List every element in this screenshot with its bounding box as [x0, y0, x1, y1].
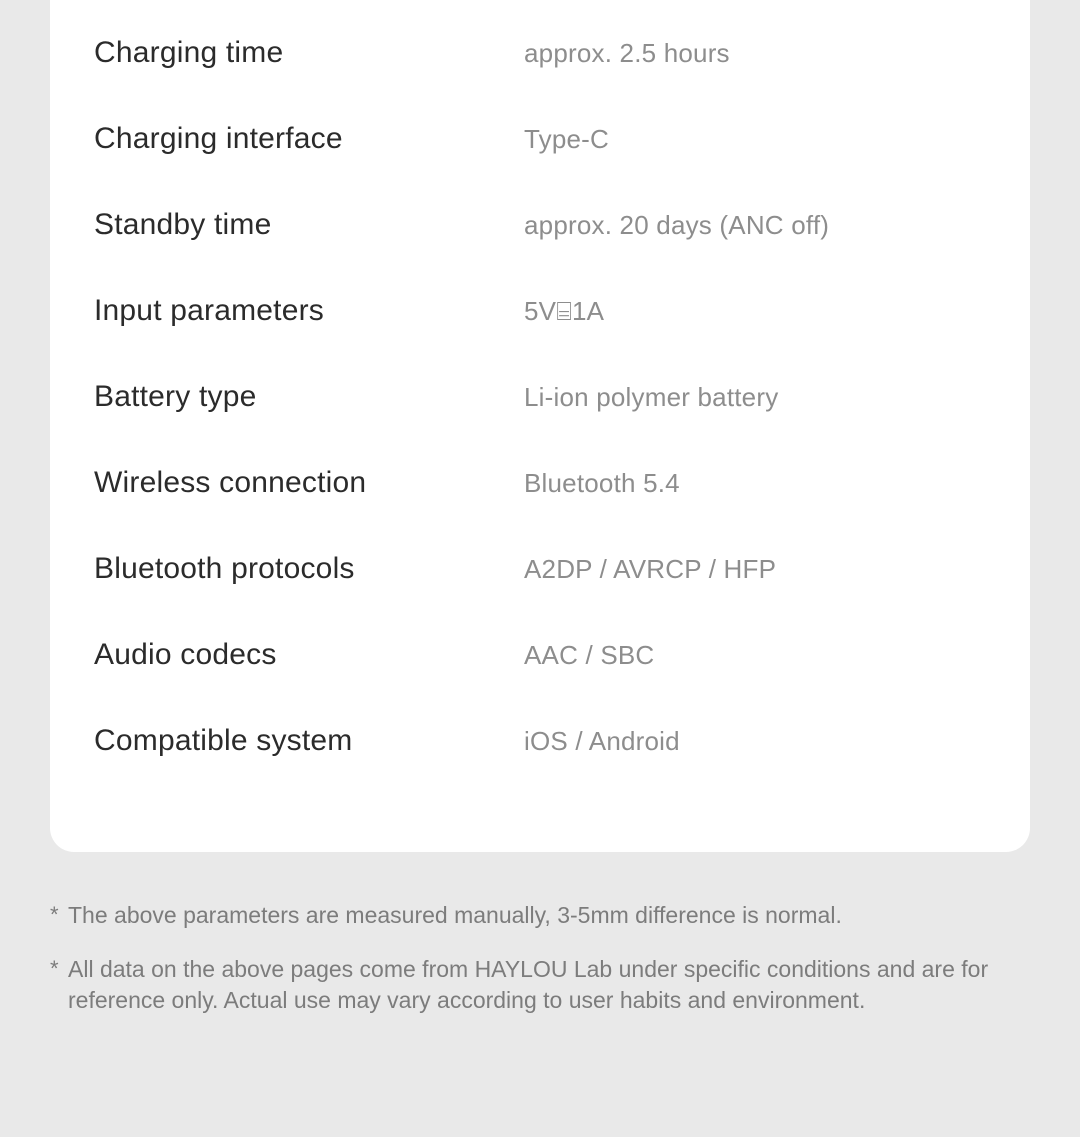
spec-label: Charging interface: [94, 122, 343, 155]
footnote-item: [50, 900, 1010, 932]
spec-value: Bluetooth 5.4: [524, 468, 680, 498]
spec-label: Bluetooth protocols: [94, 552, 355, 585]
spec-label: Compatible system: [94, 724, 353, 757]
footnote-text: All data on the above pages come from HAYLOU Lab under specific conditions and are for reference only. Actual use may vary according to user habits and environment.: [68, 955, 989, 1014]
specification-card: [50, 0, 1030, 852]
spec-value: AAC / SBC: [524, 640, 655, 670]
spec-value: iOS / Android: [524, 726, 680, 756]
table-row: [94, 720, 994, 806]
spec-label: Standby time: [94, 208, 272, 241]
spec-label: Charging time: [94, 36, 284, 69]
spec-label: Battery type: [94, 380, 257, 413]
table-row: [94, 548, 994, 634]
asterisk-icon: *: [50, 902, 59, 927]
table-row: [94, 462, 994, 548]
footnotes-section: [50, 900, 1010, 1039]
asterisk-icon: *: [50, 955, 59, 981]
table-row: [94, 634, 994, 720]
spec-label: Audio codecs: [94, 638, 277, 671]
spec-value: 5V⌸1A: [524, 296, 605, 326]
spec-label: Input parameters: [94, 294, 324, 327]
footnote-text: The above parameters are measured manually, 3-5mm difference is normal.: [68, 902, 842, 928]
spec-value: Li-ion polymer battery: [524, 382, 779, 412]
table-row: [94, 376, 994, 462]
footnote-item: [50, 954, 1010, 1017]
table-row: [94, 32, 994, 118]
specification-table: [94, 32, 994, 806]
table-row: [94, 204, 994, 290]
spec-label: Wireless connection: [94, 466, 367, 499]
spec-value: approx. 20 days (ANC off): [524, 210, 830, 240]
table-row: [94, 118, 994, 204]
spec-value: A2DP / AVRCP / HFP: [524, 554, 777, 584]
table-row: [94, 290, 994, 376]
spec-value: approx. 2.5 hours: [524, 38, 730, 68]
spec-value: Type-C: [524, 124, 610, 154]
